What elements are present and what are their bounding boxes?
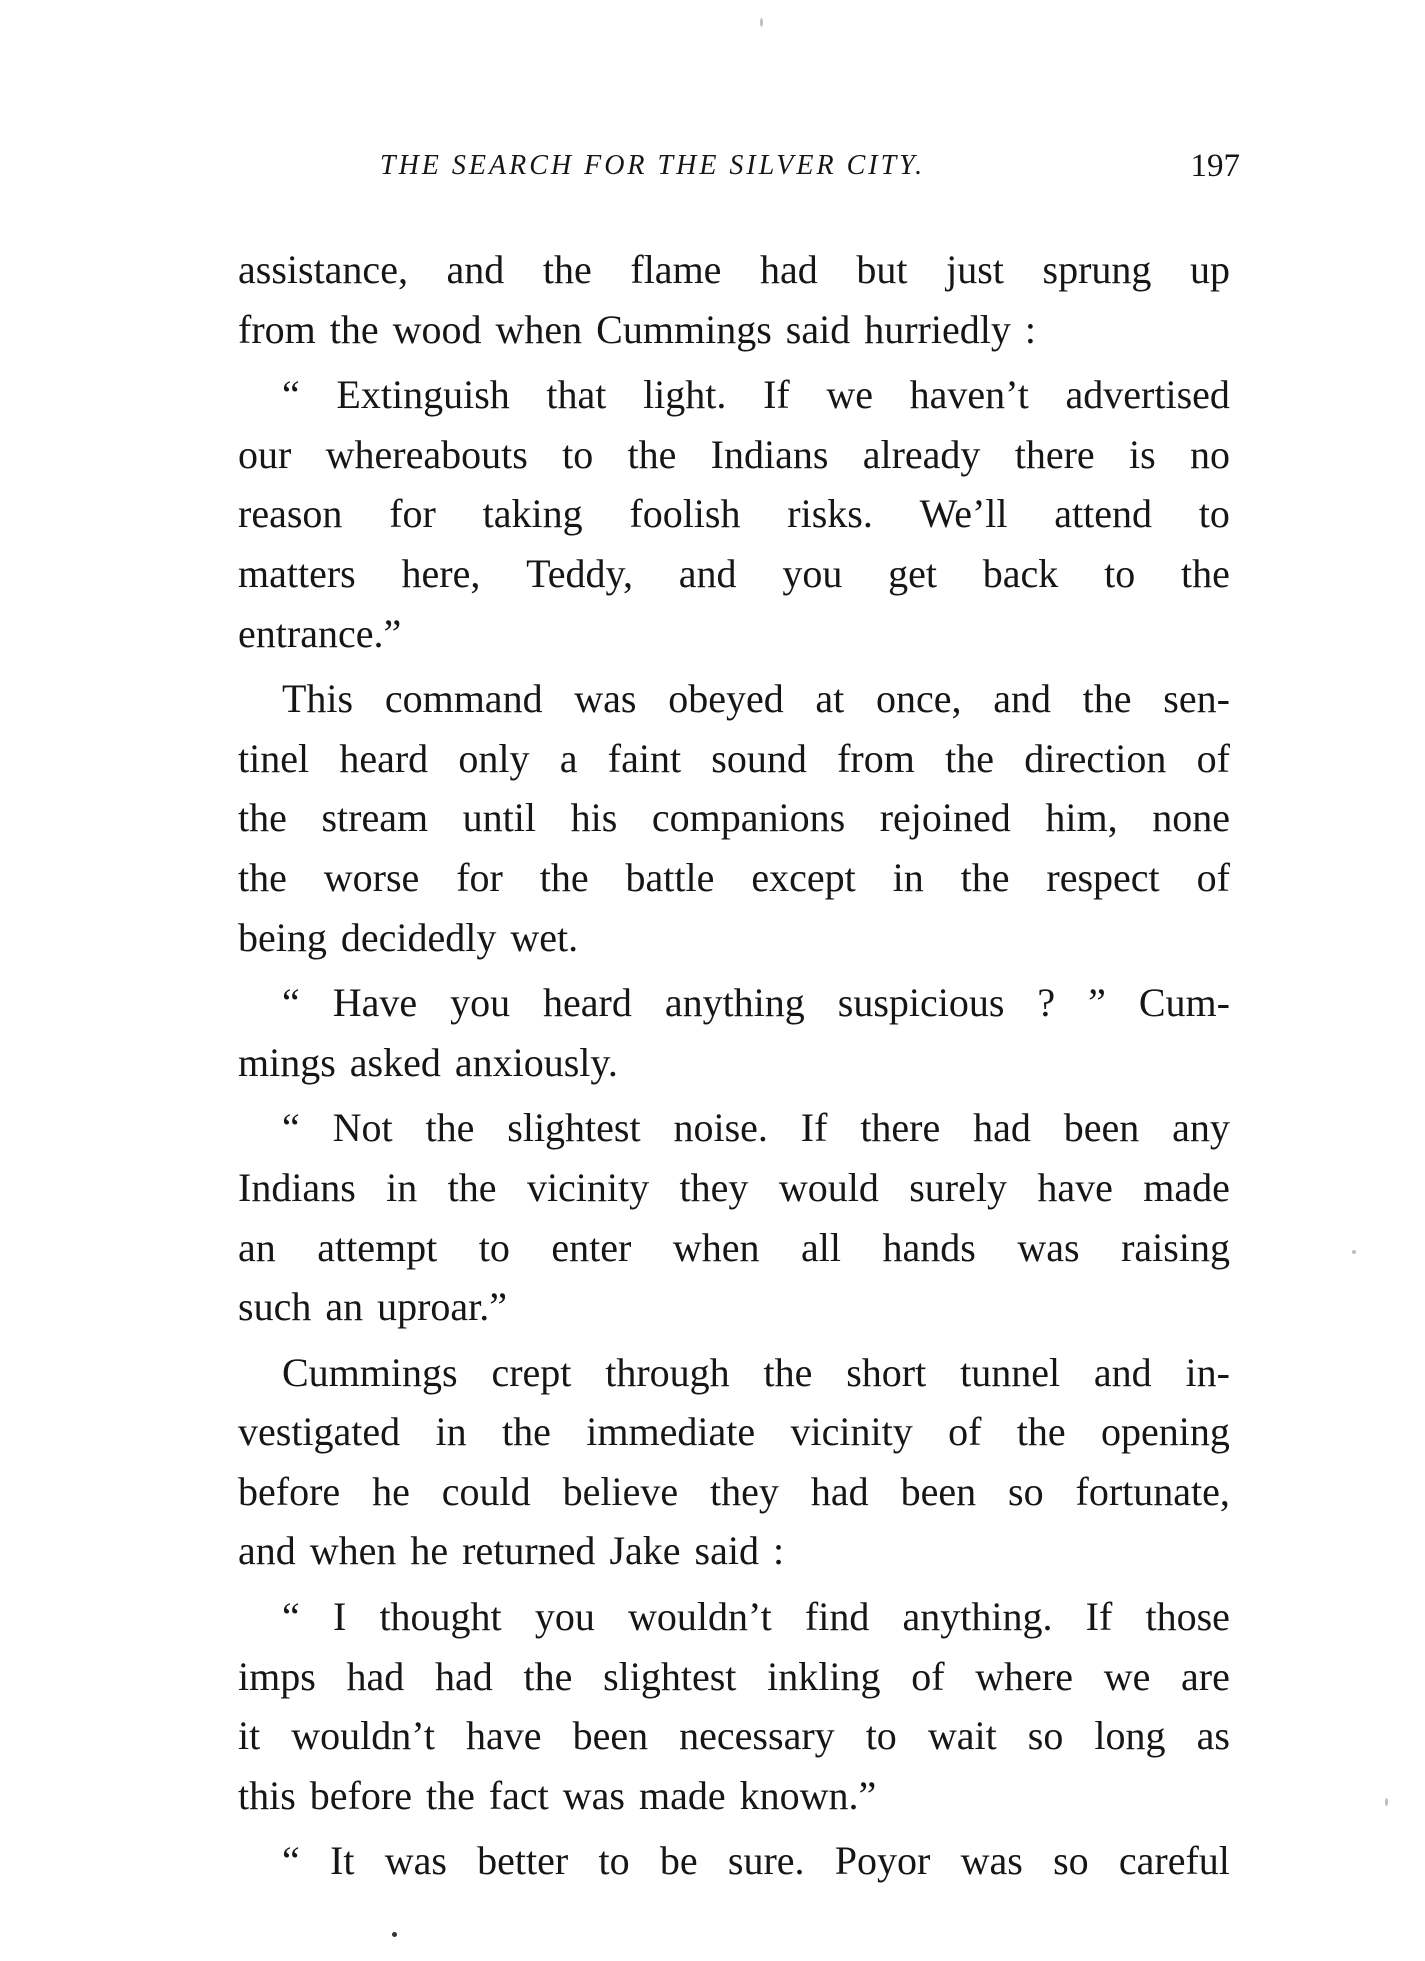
text-line: this before the fact was made known.” [238,1772,877,1818]
text-line: mings asked anxiously. [238,1039,618,1085]
text-line: from the wood when Cummings said hurriedly : [238,306,1036,352]
text-line: before he could believe they had been so fortunate, [238,1468,1230,1514]
text-line: Cummings crept through the short tunnel and in- [282,1349,1230,1395]
page-number: 197 [1190,148,1240,184]
text-line: being decidedly wet. [238,914,579,960]
text-line: reason for taking foolish risks. We’ll attend to [238,491,1230,537]
text-line: such an uproar.” [238,1284,508,1330]
text-line: entrance.” [238,610,402,656]
text-line: assistance, and the flame had but just sprung up [238,247,1230,292]
text-line: vestigated in the immediate vicinity of the opening [238,1409,1230,1455]
print-speck [760,18,763,27]
text-line: our whereabouts to the Indians already there is no [238,431,1230,477]
text-line: the stream until his companions rejoined him, none [238,795,1230,841]
text-line: it wouldn’t have been necessary to wait so long as [238,1713,1230,1759]
text-line: “ It was better to be sure. Poyor was so careful [282,1838,1230,1884]
print-speck [1352,1250,1356,1254]
print-speck [392,1932,397,1937]
text-line: tinel heard only a faint sound from the direction of [238,735,1230,781]
text-line: Indians in the vicinity they would surely have made [238,1164,1230,1210]
text-line: “ Have you heard anything suspicious ? ” Cum- [282,980,1230,1026]
running-title: THE SEARCH FOR THE SILVER CITY. [380,150,926,181]
text-line: This command was obeyed at once, and the sen- [282,676,1230,722]
text-line: “ Extinguish that light. If we haven’t advertised [282,372,1230,418]
text-line: imps had had the slightest inkling of where we are [238,1653,1230,1699]
body-text [238,240,1230,1891]
text-line: “ I thought you wouldn’t find anything. If those [282,1594,1230,1640]
text-line: “ Not the slightest noise. If there had been any [282,1105,1230,1151]
print-speck [1385,1798,1388,1806]
text-line: an attempt to enter when all hands was raising [238,1224,1230,1270]
text-line: the worse for the battle except in the respect of [238,854,1230,900]
text-line: matters here, Teddy, and you get back to the [238,550,1230,596]
text-line: and when he returned Jake said : [238,1528,785,1574]
running-head [380,150,1240,200]
